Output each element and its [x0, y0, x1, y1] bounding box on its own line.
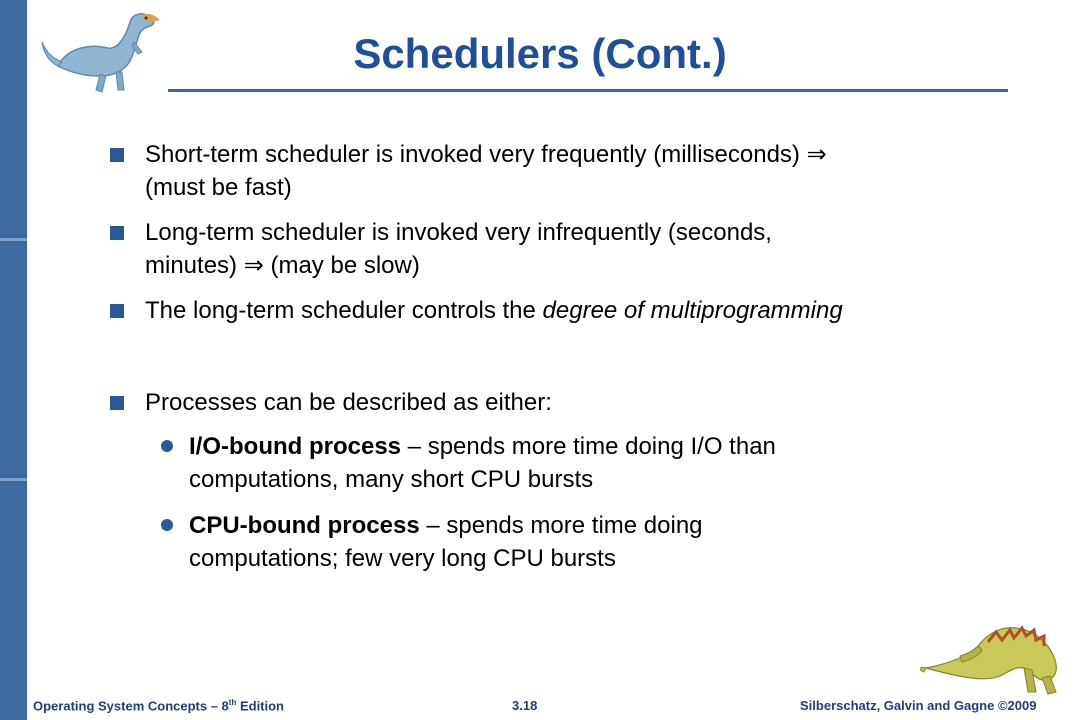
bar-divider	[0, 478, 27, 481]
bullet-line: Short-term scheduler is invoked very frequently (milliseconds) ⇒	[145, 141, 827, 168]
sub-bullet-term: CPU-bound process	[189, 512, 420, 539]
round-bullet-icon	[161, 440, 173, 452]
dinosaur-top-icon	[38, 6, 168, 98]
round-bullet-icon	[161, 519, 173, 531]
bullet-line: Processes can be described as either:	[145, 389, 552, 416]
bullet-text-prefix: The long-term scheduler controls the	[145, 297, 543, 324]
sub-bullet-text	[189, 509, 889, 575]
sub-bullet-text	[189, 430, 889, 496]
footer-copyright: Silberschatz, Galvin and Gagne ©2009	[800, 698, 1037, 713]
bullet-text	[145, 138, 965, 204]
sub-bullet-line: computations; few very long CPU bursts	[189, 545, 616, 572]
bullet-line: (must be fast)	[145, 174, 292, 201]
bullet-text	[145, 216, 965, 282]
footer-left-tail: Edition	[236, 698, 285, 714]
square-bullet-icon	[110, 396, 124, 410]
footer-book-title	[33, 698, 284, 713]
bullet-emphasis: degree of multiprogramming	[542, 297, 843, 324]
square-bullet-icon	[110, 148, 124, 162]
sub-bullet-term: I/O-bound process	[189, 433, 402, 460]
sub-bullet-desc: – spends more time doing	[419, 512, 703, 539]
footer-left-text: Operating System Concepts – 8	[33, 698, 229, 714]
bullet-line: Long-term scheduler is invoked very infrequently (seconds,	[145, 219, 772, 246]
footer-page-number: 3.18	[512, 698, 538, 713]
dinosaur-bottom-icon	[916, 606, 1066, 702]
bar-divider	[0, 238, 27, 241]
footer-left-sup: th	[228, 698, 237, 707]
sub-bullet-desc: – spends more time doing I/O than	[401, 433, 776, 460]
left-accent-bar	[0, 0, 27, 720]
sub-bullet-line: computations, many short CPU bursts	[189, 466, 594, 493]
title-underline	[168, 89, 1008, 92]
bullet-text	[145, 386, 965, 419]
bullet-text	[145, 294, 965, 327]
square-bullet-icon	[110, 226, 124, 240]
square-bullet-icon	[110, 304, 124, 318]
page-title: Schedulers (Cont.)	[353, 30, 727, 77]
bullet-line: minutes) ⇒ (may be slow)	[145, 252, 420, 279]
